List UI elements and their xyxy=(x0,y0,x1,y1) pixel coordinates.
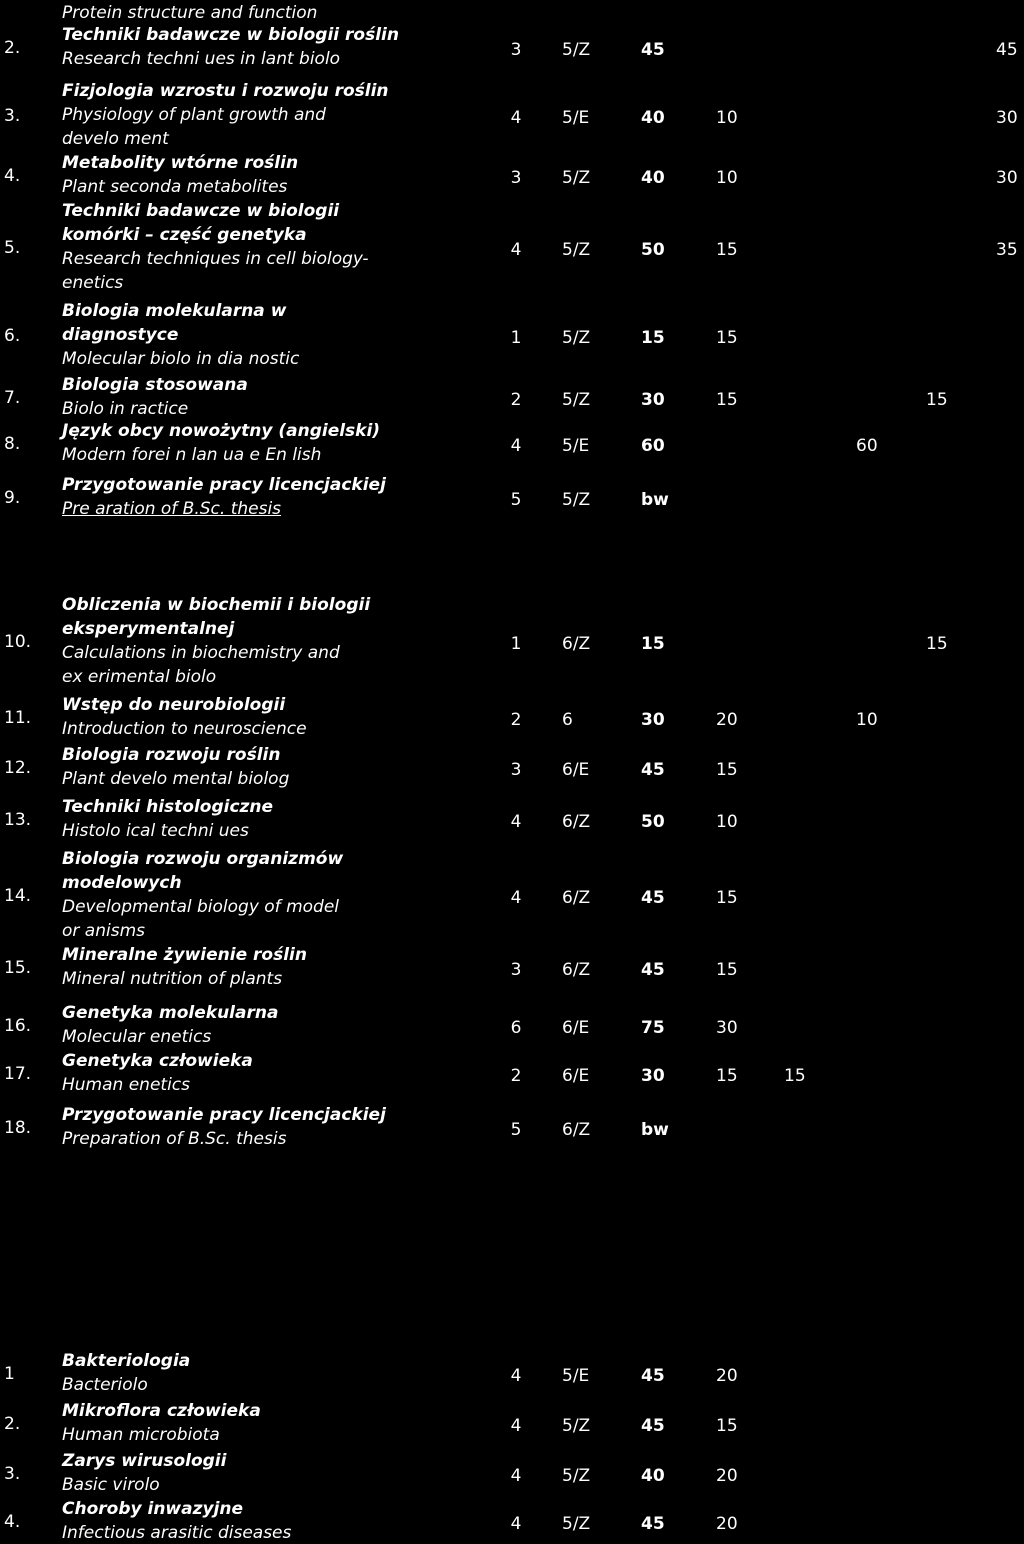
course-name-pl: Wstęp do neurobiologii xyxy=(62,695,286,715)
semester-value: 5/Z xyxy=(562,1416,591,1436)
semester-value: 5/Z xyxy=(562,490,591,510)
course-name-pl: eksperymentalnej xyxy=(62,619,235,639)
semester-value: 6/Z xyxy=(562,888,591,908)
course-name-pl: Mikroflora człowieka xyxy=(62,1401,261,1421)
course-number: 3. xyxy=(4,106,21,126)
total-hours-value: 60 xyxy=(641,436,665,456)
course-name-en: enetics xyxy=(62,273,124,293)
course-name-pl: Techniki histologiczne xyxy=(62,797,274,817)
semester-value: 6/Z xyxy=(562,812,591,832)
lecture-hours-value: 15 xyxy=(716,390,738,410)
course-number: 9. xyxy=(4,488,21,508)
ects-value: 5 xyxy=(510,1120,522,1140)
course-name-en: Physiology of plant growth and xyxy=(62,105,326,125)
course-name-pl: diagnostyce xyxy=(62,325,179,345)
course-number: 2. xyxy=(4,1414,21,1434)
course-name-pl: Techniki badawcze w biologii xyxy=(62,201,340,221)
total-hours-value: 30 xyxy=(641,710,665,730)
course-name-pl: Metabolity wtórne roślin xyxy=(62,153,299,173)
lecture-hours-value: 15 xyxy=(716,328,738,348)
lecture-hours-value: 10 xyxy=(716,812,738,832)
course-number: 8. xyxy=(4,434,21,454)
semester-value: 6/E xyxy=(562,1018,590,1038)
semester-value: 6/Z xyxy=(562,634,591,654)
total-hours-value: 15 xyxy=(641,634,665,654)
course-name-pl: Biologia stosowana xyxy=(62,375,248,395)
total-hours-value: 40 xyxy=(641,1466,665,1486)
ects-value: 1 xyxy=(510,328,522,348)
course-name-pl: Mineralne żywienie roślin xyxy=(62,945,307,965)
course-name-en: develo ment xyxy=(62,129,169,149)
ects-value: 2 xyxy=(510,390,522,410)
course-name-en: Biolo in ractice xyxy=(62,399,189,419)
total-hours-value: 45 xyxy=(641,760,665,780)
course-name-pl: Bakteriologia xyxy=(62,1351,191,1371)
lecture-hours-value: 15 xyxy=(716,888,738,908)
course-name-en: Human enetics xyxy=(62,1075,190,1095)
semester-value: 6/E xyxy=(562,760,590,780)
semester-value: 5/Z xyxy=(562,1466,591,1486)
hours-col6-value: 15 xyxy=(926,634,948,654)
ects-value: 3 xyxy=(510,168,522,188)
course-name-en: Developmental biology of model xyxy=(62,897,340,917)
total-hours-value: 50 xyxy=(641,812,665,832)
semester-value: 5/Z xyxy=(562,390,591,410)
course-name-en: ex erimental biolo xyxy=(62,667,217,687)
hours-col5-value: 10 xyxy=(856,710,878,730)
course-number: 11. xyxy=(4,708,32,728)
course-number: 18. xyxy=(4,1118,32,1138)
ects-value: 5 xyxy=(510,490,522,510)
course-name-en: Infectious arasitic diseases xyxy=(62,1523,292,1543)
lecture-hours-value: 15 xyxy=(716,760,738,780)
course-name-en: Pre aration of B.Sc. thesis xyxy=(62,499,282,519)
ects-value: 4 xyxy=(510,1416,522,1436)
semester-value: 6/Z xyxy=(562,960,591,980)
total-hours-value: 45 xyxy=(641,1366,665,1386)
lecture-hours-value: 10 xyxy=(716,168,738,188)
semester-value: 5/Z xyxy=(562,168,591,188)
course-name-en: Histolo ical techni ues xyxy=(62,821,249,841)
semester-value: 5/E xyxy=(562,108,590,128)
total-hours-value: 75 xyxy=(641,1018,665,1038)
semester-value: 5/Z xyxy=(562,40,591,60)
course-name-pl: Choroby inwazyjne xyxy=(62,1499,244,1519)
course-name-en: Mineral nutrition of plants xyxy=(62,969,283,989)
course-name-en: Bacteriolo xyxy=(62,1375,148,1395)
total-hours-value: 30 xyxy=(641,1066,665,1086)
course-name-en: Plant seconda metabolites xyxy=(62,177,288,197)
ects-value: 4 xyxy=(510,240,522,260)
course-name-pl: Język obcy nowożytny (angielski) xyxy=(62,421,381,441)
lecture-hours-value: 15 xyxy=(716,1066,738,1086)
ects-value: 4 xyxy=(510,1466,522,1486)
total-hours-value: bw xyxy=(641,1120,669,1140)
course-number: 13. xyxy=(4,810,32,830)
course-number: 12. xyxy=(4,758,32,778)
lecture-hours-value: 20 xyxy=(716,710,738,730)
hours-col7-value: 45 xyxy=(996,40,1018,60)
total-hours-value: 45 xyxy=(641,888,665,908)
course-name-en: or anisms xyxy=(62,921,145,941)
total-hours-value: 45 xyxy=(641,1416,665,1436)
course-name-pl: modelowych xyxy=(62,873,182,893)
course-number: 1 xyxy=(4,1364,15,1384)
ects-value: 4 xyxy=(510,436,522,456)
course-number: 4. xyxy=(4,166,21,186)
hours-col7-value: 30 xyxy=(996,168,1018,188)
total-hours-value: 45 xyxy=(641,960,665,980)
total-hours-value: bw xyxy=(641,490,669,510)
lecture-hours-value: 15 xyxy=(716,1416,738,1436)
semester-value: 5/Z xyxy=(562,328,591,348)
course-name-pl: Techniki badawcze w biologii roślin xyxy=(62,25,399,45)
course-number: 10. xyxy=(4,632,32,652)
ects-value: 2 xyxy=(510,710,522,730)
semester-value: 6/E xyxy=(562,1066,590,1086)
ects-value: 4 xyxy=(510,1366,522,1386)
ects-value: 1 xyxy=(510,634,522,654)
hours-col7-value: 30 xyxy=(996,108,1018,128)
total-hours-value: 30 xyxy=(641,390,665,410)
course-name-pl: Przygotowanie pracy licencjackiej xyxy=(62,475,386,495)
course-name-pl: Biologia molekularna w xyxy=(62,301,287,321)
course-number: 2. xyxy=(4,38,21,58)
lecture-hours-value: 30 xyxy=(716,1018,738,1038)
ects-value: 4 xyxy=(510,1514,522,1534)
course-name-pl: Biologia rozwoju roślin xyxy=(62,745,281,765)
course-name-pl: Obliczenia w biochemii i biologii xyxy=(62,595,371,615)
course-number: 6. xyxy=(4,326,21,346)
hours-col6-value: 15 xyxy=(926,390,948,410)
course-number: 14. xyxy=(4,886,32,906)
course-name-pl: komórki – część genetyka xyxy=(62,225,307,245)
ects-value: 4 xyxy=(510,108,522,128)
ects-value: 2 xyxy=(510,1066,522,1086)
semester-value: 6 xyxy=(562,710,573,730)
course-name-en: Preparation of B.Sc. thesis xyxy=(62,1129,287,1149)
hours-col4-value: 15 xyxy=(784,1066,806,1086)
course-name-pl: Genetyka człowieka xyxy=(62,1051,253,1071)
semester-value: 5/Z xyxy=(562,240,591,260)
lecture-hours-value: 15 xyxy=(716,960,738,980)
hours-col7-value: 35 xyxy=(996,240,1018,260)
total-hours-value: 45 xyxy=(641,1514,665,1534)
total-hours-value: 15 xyxy=(641,328,665,348)
course-number: 4. xyxy=(4,1512,21,1532)
semester-value: 5/Z xyxy=(562,1514,591,1534)
semester-value: 6/Z xyxy=(562,1120,591,1140)
lecture-hours-value: 15 xyxy=(716,240,738,260)
ects-value: 4 xyxy=(510,812,522,832)
hours-col5-value: 60 xyxy=(856,436,878,456)
ects-value: 3 xyxy=(510,40,522,60)
lecture-hours-value: 20 xyxy=(716,1466,738,1486)
lecture-hours-value: 10 xyxy=(716,108,738,128)
course-name-en: Basic virolo xyxy=(62,1475,160,1495)
ects-value: 4 xyxy=(510,888,522,908)
total-hours-value: 50 xyxy=(641,240,665,260)
total-hours-value: 40 xyxy=(641,168,665,188)
course-name-en: Molecular enetics xyxy=(62,1027,212,1047)
course-name-pl: Przygotowanie pracy licencjackiej xyxy=(62,1105,386,1125)
course-name-en: Human microbiota xyxy=(62,1425,220,1445)
course-name-en: Plant develo mental biolog xyxy=(62,769,290,789)
course-number: 5. xyxy=(4,238,21,258)
ects-value: 3 xyxy=(510,760,522,780)
semester-value: 5/E xyxy=(562,436,590,456)
course-number: 3. xyxy=(4,1464,21,1484)
course-name-en: Research techni ues in lant biolo xyxy=(62,49,341,69)
course-number: 17. xyxy=(4,1064,32,1084)
course-name-en: Research techniques in cell biology- xyxy=(62,249,369,269)
course-name-en: Calculations in biochemistry and xyxy=(62,643,340,663)
lecture-hours-value: 20 xyxy=(716,1366,738,1386)
course-name-pl: Genetyka molekularna xyxy=(62,1003,279,1023)
course-name-pl: Biologia rozwoju organizmów xyxy=(62,849,344,869)
course-name-pl: Fizjologia wzrostu i rozwoju roślin xyxy=(62,81,389,101)
course-number: 7. xyxy=(4,388,21,408)
semester-value: 5/E xyxy=(562,1366,590,1386)
ects-value: 3 xyxy=(510,960,522,980)
total-hours-value: 40 xyxy=(641,108,665,128)
total-hours-value: 45 xyxy=(641,40,665,60)
lecture-hours-value: 20 xyxy=(716,1514,738,1534)
ects-value: 6 xyxy=(510,1018,522,1038)
course-number: 15. xyxy=(4,958,32,978)
course-name-en: Introduction to neuroscience xyxy=(62,719,307,739)
header-fragment: Protein structure and function xyxy=(62,3,318,23)
course-name-en: Modern forei n lan ua e En lish xyxy=(62,445,322,465)
course-name-pl: Zarys wirusologii xyxy=(62,1451,227,1471)
course-name-en: Molecular biolo in dia nostic xyxy=(62,349,300,369)
course-number: 16. xyxy=(4,1016,32,1036)
